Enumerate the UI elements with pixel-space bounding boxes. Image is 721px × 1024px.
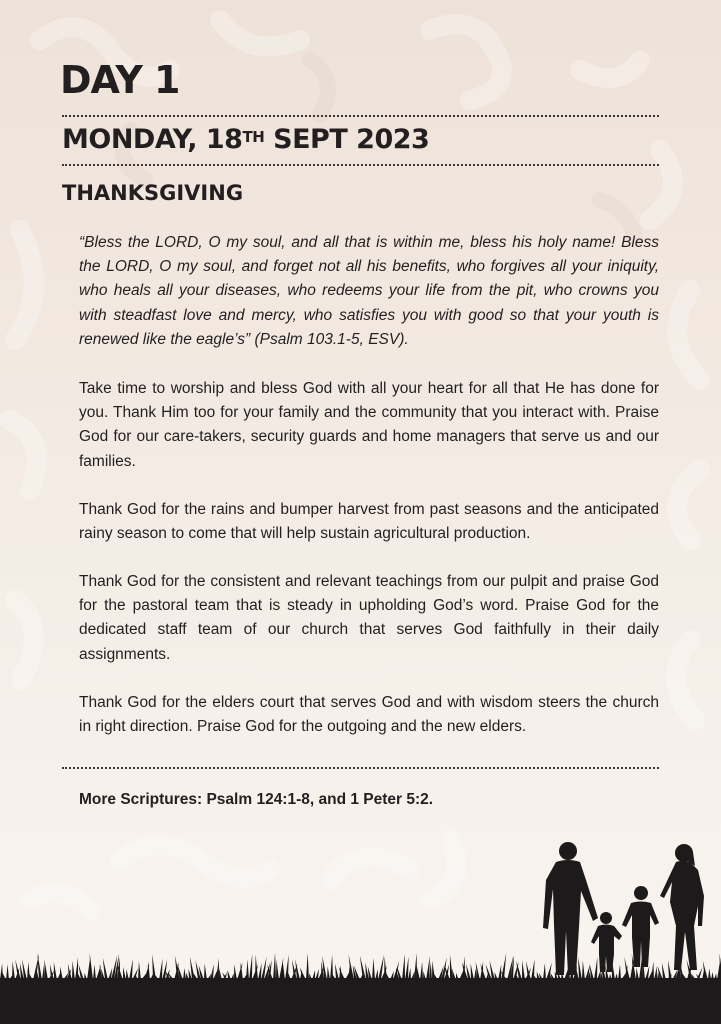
family-silhouette-icon [0,820,721,1024]
paragraph-teachings: Thank God for the consistent and relevant teachings from our pulpit and praise God for the pastoral team that is steady in upholding God’s word. Praise God for the dedicated staff team of our church that serves God faithfully in their daily assignments. [79,573,659,663]
paragraph-worship: Take time to worship and bless God with all your heart for all that He has done for you. Thank Him too for your family and the community that you interact with. Praise God for our care-takers, security guards and home managers that serve us and our families. [79,380,659,470]
dotted-divider [62,115,659,117]
section-title: THANKSGIVING [62,181,244,205]
date-main: MONDAY, 18 [62,124,243,155]
more-scriptures: More Scriptures: Psalm 124:1-8, and 1 Peter 5:2. [79,791,434,808]
date-suffix: TH [242,128,265,146]
date-rest: SEPT 2023 [264,124,430,155]
dotted-divider [62,767,659,769]
paragraph-harvest: Thank God for the rains and bumper harvest from past seasons and the anticipated rainy season to come that will help sustain agricultural production. [79,501,659,543]
dotted-divider [62,164,659,166]
scripture-quote: “Bless the LORD, O my soul, and all that is within me, bless his holy name! Bless the LORD, O my soul, and forget not all his benefits, who forgives all your iniquity, who heals all your diseases, who redeems your life from the pit, who crowns you with steadfast love and mercy, who satisfies you with good so that your youth is renewed like the eagle’s” (Psalm 103.1-5, ESV). [79,234,659,348]
day-title: DAY 1 [60,58,180,102]
date-title [62,120,429,160]
paragraph-elders: Thank God for the elders court that serves God and with wisdom steers the church in right direction. Praise God for the outgoing and the new elders. [79,694,659,736]
